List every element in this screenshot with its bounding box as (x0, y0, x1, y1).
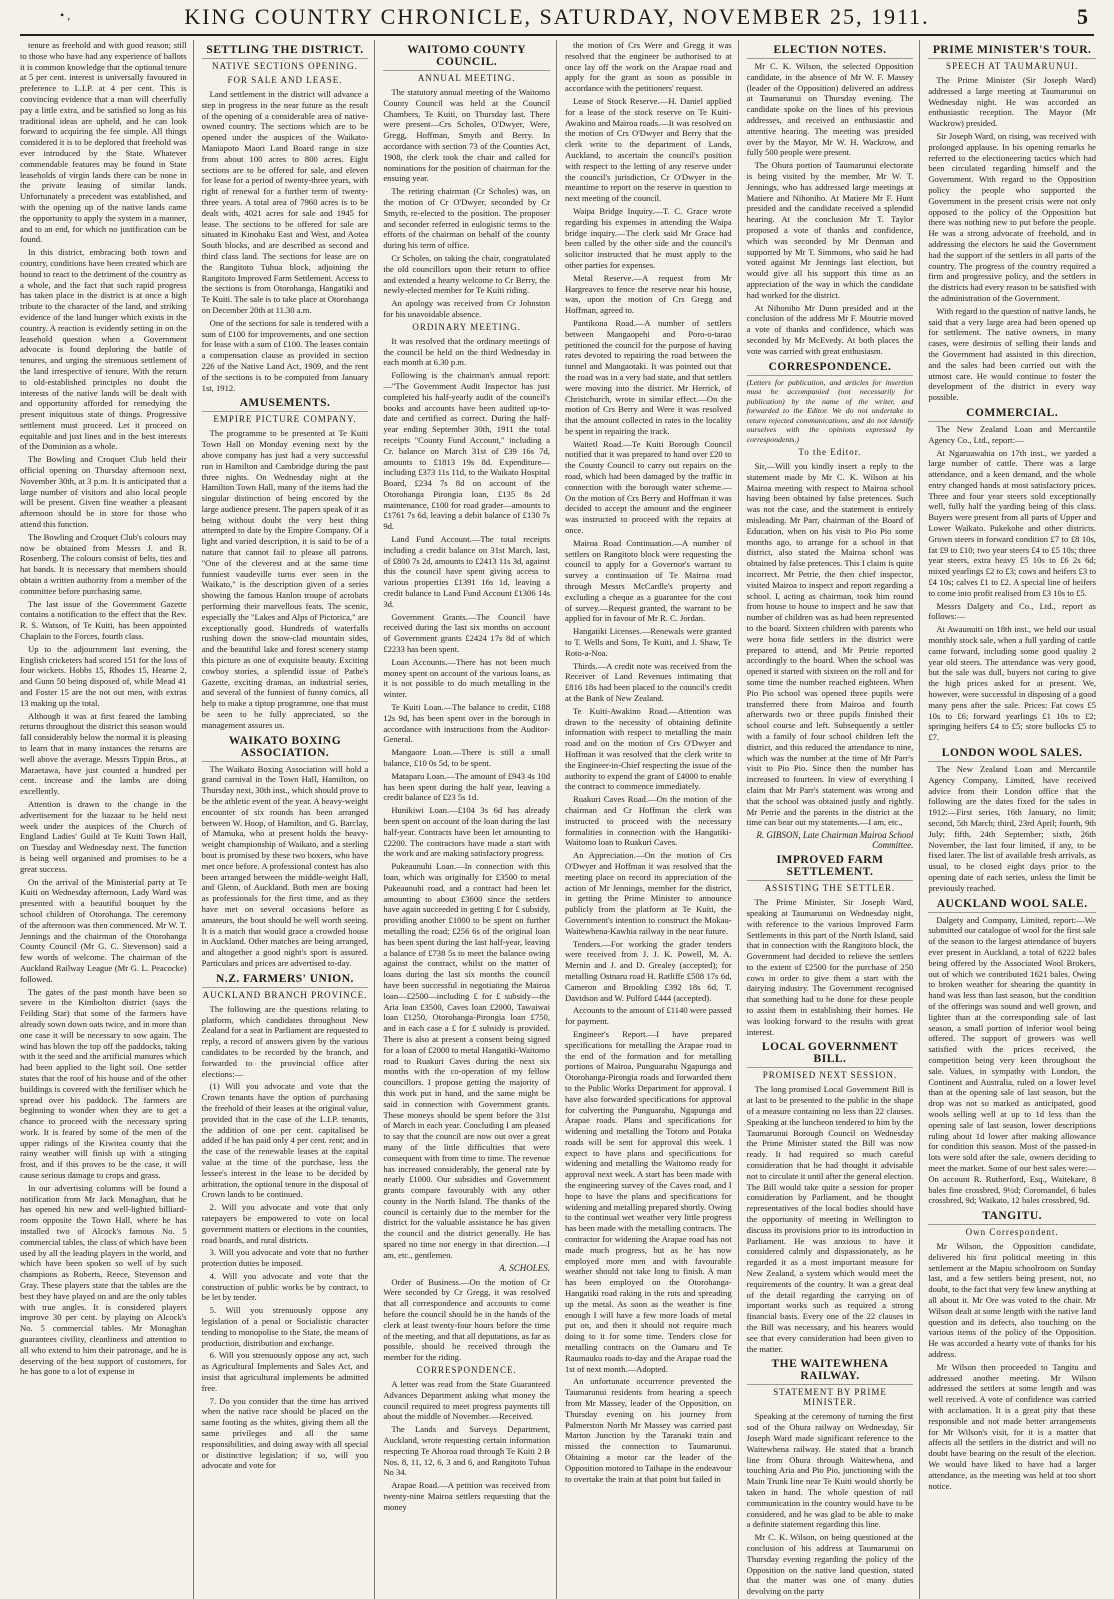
article-signature: R. GIBSON, Late Chairman Mairoa School Committee. (756, 830, 914, 851)
page-number: 5 (1077, 4, 1088, 29)
article-paragraph: 7. Do you consider that the time has arrived when the native race should be placed on the same footing as the whites, giving them all the same privileges and all the same responsibilities, and doing away with all special or distinctive legislation; if so, will you advocate and vote for (201, 1395, 369, 1471)
article-headline: AUCKLAND WOOL SALE. (928, 898, 1096, 913)
article-paragraph: Although it was at first feared the lambing returns throughout the district this season would fall considerably below the normal it is pleasing to learn that in many instances the returns are well above the average. Messrs Tippin Bros., at Maraetawa, have just counted a hundred per cent. increase and the lambs are doing excellently. (20, 710, 187, 797)
article-paragraph: The Prime Minister (Sir Joseph Ward) addressed a large meeting at Taumarunui on Wednesday night. He was accorded an enthusiastic reception. The Mayor (Mr Wackrow) presided. (928, 75, 1096, 129)
article-paragraph: A letter was read from the State Guaranteed Advances Department asking what money the council required to meet progress payments till about the middle of November.—Received. (383, 1379, 550, 1422)
article-paragraph: Up to the adjournment last evening, the English cricketers had scored 151 for the loss of four wickets. Hobbs 15, Rhodes 15, Hearne 2, and Gunn 50 being disposed of, while Mead 41 and Foster 15 are the not out men, with extras 13 making up the total. (20, 643, 187, 708)
article-headline: WAIKATO BOXING ASSOCIATION. (202, 735, 369, 762)
article-paragraph: 2. Will you advocate and vote that only ratepayers be empowered to vote on local government matters or elections in the counties, road boards, and rural districts. (201, 1202, 369, 1245)
masthead (20, 0, 1094, 36)
article-subheading: SPEECH AT TAUMARUNUI. (946, 61, 1079, 71)
article-paragraph: At Awaunuiti on 18th inst., we held our usual monthly stock sale, when a full yarding of cattle came forward, including some good quality 2 year old steers. The attendance was very good, but the sale was dull, buyers not caring to give the high prices asked for at present. We, however, were successful in disposing of a good many pens after the sale. Prices: Fat cows £5 10s to £6; forward yearlings £1 10s to £2; springing heifers £4 to £5; store bullocks £5 to £7. (928, 624, 1096, 743)
article-paragraph: Ruakuri Caves Road.—On the motion of the chairman and Cr Hoffman the clerk was instructed to proceed with the necessary formalities in connection with the Hangatiki-Waitomo loan to Ruakuri Caves. (565, 794, 732, 848)
article-subheading: AUCKLAND BRANCH PROVINCE. (202, 989, 368, 1000)
article-paragraph: The Bowling and Croquet Club held their official opening on Thursday afternoon next, November 30th, at 3 p.m. It is anticipated that a large number of visitors and also local people will be present. Given fine weather a pleasant afternoon should be in store for those who attend this function. (20, 454, 187, 530)
correspondence-note: (Letters for publication, and articles for insertion must be accompanied (not necessarily for publication) by the name of the writer, and forwarded to the Editor. We do not undertake to return rejected communications, and do not identify ourselves with the opinions expressed by correspondents.) (746, 377, 914, 444)
newspaper-columns (20, 40, 1102, 1597)
article-paragraph: On the arrival of the Ministerial party at Te Kuiti on Wednesday afternoon, Lady Ward was presented with a beautiful bouquet by the school children of Otorohanga. The ceremony of the afternoon was then commenced. Mr W. T. Jennings and the chairman of the Otorohanga County Council (Mr G. C. Stevenson) said a few words of welcome. The chairman of the Auckland Railway League (Mr G. L. Peacocke) followed. (20, 876, 187, 984)
article-paragraph: Cr Scholes, on taking the chair, congratulated the old councillors upon their return to office and extended a hearty welcome to Cr Berry, the newly-elected member for Te Kuiti riding. (383, 252, 550, 296)
article-headline: N.Z. FARMERS' UNION. (202, 973, 369, 988)
article-paragraph: The long promised Local Government Bill is at last to be presented to the public in the shape of a measure containing no less than 22 clauses. Speaking at the luncheon tendered to him by the Taumarunui Borough Council on Wednesday the Prime Minister stated the Bill was now ready. It had required so much careful consideration that he had thought it advisable not to circulate it until after the general election. The Bill would take quite a session for proper consideration by Parliament, and he thought representatives of the local bodies should have the opportunity of meeting in Wellington to discuss its provisions prior to its introduction in Parliament. He was anxious to have it considered calmly and dispassionately, as he regarded it as a most important measure for New Zealand, a system which would meet the requirements of the country. It was a great deal of the detail regarding the carrying on of important works such as required a strong financial basis. Every one of the 22 clauses in the Bill was necessary, and his hearers would see that every consideration had been given to the matter. (746, 1084, 914, 1354)
article-paragraph: Accounts to the amount of £1140 were passed for payment. (565, 1005, 732, 1027)
article-paragraph: Mangaore Loan.—There is still a small balance, £10 0s 5d, to be spent. (383, 747, 550, 769)
article-paragraph: Dalgety and Company, Limited, report:—We submitted our catalogue of wool for the first sale of the season to the largest attendance of buyers ever present in Auckland, a total of 6222 bales being offered by the Associated Wool Brokers, out of which we contributed 1621 bales. Owing to broken weather for shearing the quantity in hand was less than last season, but the condition of the offerings was sound and well grown, and lighter than at the corresponding sale of last season, a small portion of inferior wool being offered. The support of growers was well satisfied with the prices received, the competition being very keen throughout the sale. Values, in sympathy with London, the Continent and Australia, ruled on a lower level than at the opening sale of last season, but the drop was not so marked as anticipated, good wools selling well at up to 1d less than the opening sale of last season, lower descriptions ruling about 1d lower after making allowance for condition this season. Most of the passed-in lots were sold after the sale, owners deciding to meet the market. Some of our best sales were:—On account R. Rutherford, Esq., Waitekare, 8 bales fine crossbred, 9½d; Coromandel, 6 bales crossbred, 9d; Waikato, 12 bales crossbred, 9d. (928, 914, 1096, 1206)
article-paragraph: Mr Wilson then proceeded to Tangitu and addressed another meeting. Mr Wilson addressed the settlers at some length and was well received. A vote of confidence was carried with acclamation. It is a great pity that these responsible and not made better arrangements for Mr Wilson's visit, for it is a matter that affects all the settlers in the district and will no doubt have bearing on the result of the election. We would have liked to have had a larger attendance, as the meeting was held at too short notice. (928, 1361, 1096, 1491)
article-paragraph: Metal Reserve.—A request from Mr Hargreaves to fence the reserve near his house, was, upon the motion of Crs Gregg and Hoffman, agreed to. (565, 272, 732, 316)
article-subheading: STATEMENT BY PRIME MINISTER. (773, 1387, 887, 1408)
article-paragraph: The gates of the past month have been so severe in the Kimbolton district (says the Feilding Star) that some of the farmers have already sown down oats twice, and in more than one case it will be necessary to sow again. The wind has blown the top off the paddocks, taking with it the seed and the artificial manures which had been applied to the light soil. One settler states that the roof of his house and of the other buildings is covered with the fertiliser which he spread over his paddock. The farmers are beginning to wonder when they are to get a chance to proceed with the necessary spring work. It is feared by some of the men of the upper ridings of the Kiwitea county that the rainy weather will finish up with a stinging frost, and if this proves to be the case, it will cause serious damage to crops and grass. (20, 986, 187, 1181)
column-5 (747, 40, 921, 1599)
article-subheading: CORRESPONDENCE. (416, 1365, 517, 1376)
article-paragraph: An unfortunate occurrence prevented the Taumarunui residents from hearing a speech from Mr Massey, leader of the Opposition, on Thursday evening on his journey from Palmerston North Mr Massey was carried past Marton Junction by the Taranaki train and missed the connection to Taumarunui. Obtaining a motor car the leader of the Opposition motored to Taihape in the endeavour to overtake the train at that point but failed in (565, 1376, 732, 1484)
article-subheading: FOR SALE AND LEASE. (227, 75, 343, 85)
article-paragraph: The last issue of the Government Gazette contains a notification to the effect that the Rev. R. S. Watson, of Te Kuiti, has been appointed Chaplain to the Forces, fourth class. (20, 598, 187, 642)
article-subheading: To the Editor. (798, 447, 862, 458)
article-paragraph: At Ngaruawahia on 17th inst., we yarded a large number of cattle. There was a large attendance, and a keen demand, and the whole entry changed hands at most satisfactory prices. Three and four year steers sold exceptionally well, fully half the yarding being of this class. Buyers were present from all parts of Upper and Lower Waikato. Pukekohe and other districts. Grown steers in forward condition £7 to £8 10s, fat £9 to £10; two year steers £4 to £5 10s; three year steers, extra heavy £5 10s to £6 2s 6d; mixed yearlings £2 to £3; cows and heifers £3 to £4 10s; calves £1 to £2. A special line of heifers to come into profit realised from £3 10s to £5. (928, 447, 1096, 598)
article-headline: THE WAITEWHENA RAILWAY. (747, 1358, 914, 1385)
article-subheading: PROMISED NEXT SESSION. (762, 1070, 898, 1081)
article-headline: CORRESPONDENCE. (747, 361, 914, 376)
column-4 (565, 40, 739, 1599)
article-paragraph: Loan Accounts.—There has not been much money spent on account of the various loans, as it is not possible to do much metalling in the winter. (383, 656, 550, 700)
article-paragraph: The New Zealand Loan and Mercantile Agency Co., Ltd., report:— (928, 423, 1096, 445)
article-paragraph: Speaking at the ceremony of turning the first sod of the Ohura railway on Wednesday, Sir Joseph Ward made significant reference to the Waitewhena railway. He stated that a branch line from Ohura through Waitewhena, and touching Aria and Pio Pio, junctioning with the Main Trunk line near Te Kuiti would shortly be taken in hand. The whole question of rail communication in the country would have to be considered, and he was glad to be able to make a definite statement regarding this line. (746, 1411, 914, 1530)
article-paragraph: Messrs Dalgety and Co., Ltd., report as follows:— (928, 600, 1096, 622)
article-paragraph: The retiring chairman (Cr Scholes) was, on the motion of Cr O'Dwyer, seconded by Cr Smyth, re-elected to the position. The proposer and seconder referred in eulogistic terms to the efforts of the chairman on behalf of the county during his term of office. (383, 186, 550, 251)
article-paragraph: Land Fund Account.—The total receipts including a credit balance on 31st March, last, of £800 7s 2d, amounts to £2413 11s 3d, against this the council have spent giving access to various properties £1391 16s 1d, leaving a credit balance to Land Fund Account £1306 14s 3d. (383, 534, 550, 609)
column-1 (20, 40, 194, 1599)
article-headline: AMUSEMENTS. (202, 397, 369, 412)
article-paragraph: In our advertising columns will be found a notification from Mr Jack Monaghan, that he has opened his new and well-lighted billiard-room opposite the Town Hall, where he has installed two of Alcock's famous No. 5 commercial tables, the class of which have been used by all the leading players in the world, and which have been spoken so well of by such champions as Roberts, Reece, Stevenson and Gray. These players state that the tables are the best they have played on and are the only tables with true angles. It is considered players improve 30 per cent. by playing on Alcock's No. 5 commercial tables. Mr Monaghan guarantees civility, cleanliness and attention to all who extend to him their patronage, and he is deserving of the best support of customers, for he has gone to a lot of expense in (20, 1182, 187, 1377)
article-paragraph: The Prime Minister, Sir Joseph Ward, speaking at Taumarunui on Wednesday night, with reference to the various Improved Farm Settlements in this part of the North Island, said that in connection with the Rangitoto block, the Government had decided to relieve the settlers to the extent of £2500 for the purchase of 250 cows in order to give them a start with the dairying industry. The Government recognised that something had to be done for these people to assist them in establishing their homes. He was looking forward to the results with great interest. (746, 897, 914, 1037)
newspaper-title: KING COUNTRY CHRONICLE, SATURDAY, NOVEMBER 25, 1911. (184, 4, 930, 29)
article-headline: PRIME MINISTER'S TOUR. (928, 44, 1096, 59)
article-subheading: ANNUAL MEETING. (417, 73, 516, 83)
article-paragraph: Hunikiwi Loan.—£104 3s 6d has already been spent on account of the loan during the last half-year. Contracts have been let amounting to £2200. The contractors have made a start with the work and are making satisfactory progress. (383, 805, 550, 859)
article-subheading: EMPIRE PICTURE COMPANY. (213, 414, 357, 425)
article-headline: LONDON WOOL SALES. (928, 747, 1096, 762)
article-paragraph: With regard to the question of native lands, he said that a very large area had been opened up for settlement. The native owners, in many cases, were desirous of selling their lands and the Government had assisted in this direction, and the sales had been carried out with the utmost care. He would continue to foster the development of the district in every way possible. (928, 305, 1096, 403)
article-headline: LOCAL GOVERNMENT BILL. (747, 1041, 914, 1068)
article-paragraph: Thirds.—A credit note was received from the Receiver of Land Revenues intimating that £816 18s had been placed to the council's credit at the Bank of New Zealand. (565, 660, 732, 704)
article-paragraph: It was resolved that the ordinary meetings of the council be held on the third Wednesday in each month at 6.30 p.m. (383, 335, 550, 368)
article-paragraph: the motion of Crs Were and Gregg it was resolved that the engineer be authorised to at once lay off the work on the Arapae road and apply for the grant as soon as possible in accordance with the petitioners' request. (565, 40, 732, 94)
article-headline: COMMERCIAL. (928, 407, 1096, 422)
article-paragraph: Sir Joseph Ward, on rising, was received with prolonged applause. In his opening remarks he referred to the electioneering tactics which had been circulated regarding himself and the Government. With regard to the Opposition policy the people who supported the Government in the present crisis were not only opposed to the policy of the Opposition but there was nothing new to put before the people. He was a strong advocate of freehold, and in addressing the electors he said the Government had the support of the settlers in all parts of the country. The progress of the country required a firm and progressive policy, and the settlers in the districts had every reason to be satisfied with the administration of the Government. (928, 130, 1096, 303)
article-paragraph: Following is the chairman's annual report:—"The Government Audit Inspector has just completed his half-yearly audit of the council's books and accounts have been audited up-to-date and certified as correct. During the half-year ending September 30th, 1911 the total receipts "County Fund Account," including a Cr. balance on March 31st of £39 16s 7d, amounts to £1813 19s 8d. Expenditure—including £373 11s 11d, to the Waikato Hospital Board, £234 7s 8d on account of the Otorohanga Pirongia loan, £135 8s 2d maintenance, £100 for road grader—amounts to £1761 7s 6d, leaving a debit balance of £130 7s 9d. (383, 370, 550, 532)
article-paragraph: Attention is drawn to the change in the advertisement for the bazaar to be held next week under the auspices of the Church of England Ladies' Guild at Te Kuiti Town Hall, on Tuesday and Wednesday next. The function is being well organised and promises to be a great success. (20, 798, 187, 874)
article-paragraph: Waipa Bridge Inquiry.—T. C. Grace wrote regarding his expenses in attending the Waipa bridge inquiry.—The clerk said Mr Grace had been called by the other side and the council's solicitor instructed that he must apply to the other parties for expenses. (565, 205, 732, 270)
column-6 (928, 40, 1102, 1599)
article-paragraph: (1) Will you advocate and vote that the Crown tenants have the option of purchasing the freehold of their leases at the original value, provided that in the case of the L.I.P. tenants, the addition of one per cent. capitalised be added if he has paid only 4 per cent. rent; and in the case of the renewable leases at the capital value at the time of the purchase, less the lessee's interest in the lease to be decided by arbitration, the optional tenure in the disposal of Crown lands to be continued. (201, 1081, 369, 1200)
article-paragraph: 6. Will you strenuously oppose any act, such as Agricultural Implements and Sales Act, and insist that agricultural implements be admitted free. (201, 1350, 369, 1393)
article-paragraph: Order of Business.—On the motion of Cr Were seconded by Cr Gregg, it was resolved that all correspondence and accounts to come before the council should be in the hands of the clerk at least twenty-four hours before the time of the meeting, and that all deputations, as far as possible, should be received through the member for the riding. (383, 1276, 550, 1363)
article-paragraph: The programme to be presented at Te Kuiti Town Hall on Monday evening next by the above company has just had a very successful run in Hamilton and Cambridge during the past three nights. On Wednesday night at the Hamilton Town Hall, many of the items had the singular distinction of being encored by the large audience present. The papers speak of it as being without doubt the very best thing attempted to date by the Empire Company. Of a light and varied description, it is said to be of a nature that cannot fail to please all patrons. "One of the cleverest and at the same time funniest vaudeville turns ever seen in the Waikato," is the description given of a series showing the famous Hanlon troupe of acrobats performing their marvellous feats. The scenic, especially the "Lakes and Alps of Pictorica," are exceptionally good. Hundreds of waterfalls rushing down the snow-clad mountain sides, and the beautiful lake and forest scenery stamp this picture as one of exquisite beauty. Exciting cowboy stories, a splendid issue of Pathe's Gazette, exciting dramas, an industrial series, and several of the funniest of funny comics, all help to make a tiptop programme, one that must be seen to be fully appreciated, so the management assures us. (201, 428, 369, 730)
article-paragraph: Te Kuiti-Awakino Road.—Attention was drawn to the necessity of obtaining definite information with respect to metalling the main road and on the motion of Crs O'Dwyer and Hoffman it was resolved that the clerk write to the Engineer-in-Chief respecting the issue of the authority to expend the grant of £4000 to enable the contract to commence immediately. (565, 705, 732, 792)
column-3 (383, 40, 557, 1599)
article-paragraph: An apology was received from Cr Johnston for his unavoidable absence. (383, 298, 550, 319)
article-headline: IMPROVED FARM SETTLEMENT. (747, 854, 914, 881)
article-paragraph: Arapae Road.—A petition was received from twenty-nine Mairoa settlers requesting that the money (383, 1480, 550, 1512)
article-paragraph: The Ohura portion of Taumarunui electorate is being visited by the member, Mr W. T. Jennings, who has addressed large meetings at Matiere and Nihoniho. At Matiere Mr F. Hunt presided and the candidate received a splendid hearing. At the conclusion Mr T. Taylor proposed a vote of thanks and confidence, which was seconded by Mr Denman and supported by Mr T. Simmons, who said he had voted against Mr Jennings last election, but would give all his support this time as an appreciation of the way in which the candidate had worked for the district. (746, 160, 914, 300)
article-paragraph: 4. Will you advocate and vote that the construction of public works be by contract, to be let by tender. (201, 1270, 369, 1303)
article-paragraph: Waitetl Road.—Te Kuiti Borough Council notified that it was prepared to hand over £20 to the County Council to carry out repairs on the road, which had been damaged by the traffic in connection with the borough water scheme.—On the motion of Crs Berry and Hoffman it was decided to accept the amount and the engineer was instructed to proceed with the repairs at once. (565, 438, 732, 536)
article-paragraph: Mairoa Road Continuation.—A number of settlers on Rangitoto block were requesting the council to apply for a Governor's warrant to survey a continuation of Te Mairoa road through Messrs McCardle's property and excluding a cheque as a guarantee for the cost of survey.—Request granted, the warrant to be applied for in favour of Mr R. C. Jordan. (565, 537, 732, 624)
article-paragraph: At Nihoniho Mr Dunn presided and at the conclusion of the address Mr F. Moutrie moved a vote of thanks and confidence, which was seconded by Mr McEvedy. At both places the vote was carried with great enthusiasm. (746, 302, 914, 356)
article-paragraph: Engineer's Report.—I have prepared specifications for metalling the Arapae road to the end of the formation and for metalling portions of Mairoa, Punguarahu Ngapunga and Otorohanga-Pirongia roads and forwarded them to the Public Works Department for approval. I have also forwarded specifications for approval for culverting the Punguarahu, Ngapunga and Arapae roads. Plans and specifications for widening and metalling the Totoro and Potaka roads will be sent for approval this week. I expect to have plans and specifications for widening and metalling the Waitomo ready for approval next week. A start has been made with the engineering survey of the Caves road, and I hope to have the plans and specifications for widening and metalling prepared shortly. Owing to the continual wet weather very little progress has been made with the metalling contracts. The contractor for widening the Arapae road has not made much progress, but as he has now employed more men and with favourable weather should not take long to finish. A man has been employed on the Otorohanga-Hangatiki road raking in the ruts and spreading up the metal. As soon as the weather is fine enough I will have a few more loads of metal put on, and then it should not require much doing to it for some time. Tenders close for metalling contracts on the Oamaru and Te Raumauku roads to-day and the Arapae road the 1st of next month.—Adopted. (565, 1028, 732, 1374)
article-paragraph: Pantikona Road.—A number of settlers between Mangaopehi and Poro-o-tarao petitioned the council for the purpose of having rates devoted to repairing the road between the tunnel and Mangaotaki. It was pointed out that the road was in a very bad state, and that settlers were moving into the district. Mr Herrick, of Christchurch, wrote in similar effect.—On the motion of Crs Berry and Were it was resolved that the amount collected in rates in the locality be spent in repairing the track. (565, 317, 732, 436)
article-subheading: NATIVE SECTIONS OPENING. (212, 61, 358, 71)
masthead-left-mark: • , (60, 8, 71, 22)
article-paragraph: The statutory annual meeting of the Waitomo County Council was held at the Council Chambers, Te Kuiti, on Thursday last. There were present—Crs Scholes, O'Dwyer, Were, Gregg, Hoffman, Smyth and Berry. In accordance with section 73 of the Counties Act, 1908, the clerk took the chair and called for nominations for the position of chairman for the ensuing year. (383, 87, 550, 184)
article-paragraph: The Bowling and Croquet Club's colours may now be obtained from Messrs J. and B. Rosenberg. The colours consist of belts, ties and hat bands. It is necessary that members should obtain a written authority from a member of the committee before purchasing same. (20, 531, 187, 596)
article-signature: A. SCHOLES. (499, 1262, 550, 1273)
article-paragraph: Mr Wilson, the Opposition candidate, delivered his first political meeting in this settlement at the Mapiu schoolroom on Sunday last, and a few settlers being present, not, no doubt, to the fact that very few knew anything at all about it. Mr Ore was voted to the chair. Mr Wilson dealt at some length with the native land question and its defects, also touching on the various items of the policy of the Opposition. He was accorded a hearty vote of thanks for his address. (928, 1241, 1096, 1360)
article-subheading: ORDINARY MEETING. (412, 321, 521, 332)
article-paragraph: One of the sections for sale is tendered with a sum of £100 for improvements, and one section for lease with a sum of £100. The leases contain a compensation clause as provided in section 226 of the Native Land Act, 1909, and the rent of the sections is to be computed from January 1st, 1912. (201, 317, 369, 393)
article-paragraph: Pukeaunuhi Loan.—In connection with this loan, which was originally for £3500 to metal Pukeaunuhi road, and a contract had been let amounting to about £3600 since the settlers have again succeeded in getting £ for £ subsidy, providing another £1000 to be spent on further metalling the road; £256 6s of the original loan has been spent during the last half-year, leaving a balance of £738 5s to meet the balance owing against the contract, whilst on the matter of loans during the last six months the council have been successful in negotiating the Mairoa loan—£2500—including £ for £ subsidy—the Aria loan £3500, Caves loan £2000, Tawaiwai loan £1250, Otorohanga-Pirongia loan £750, and in each case a £ for £ subsidy is provided. There is also at present a consent being signed for a loan of £2000 to metal Hangatiki-Waitomo road to Ruakuri Caves during the next six months with the co-operation of my fellow councillors. I propose getting the majority of this work put in hand, and the same might be said in connection with Government grants. These moneys should be spent before the 31st of March in each year. Concluding I am pleased to say that the council are now out over a great many of the little difficulties that were consequent with from time to time. The revenue has increased considerably, the general rate by nearly £1000. Our subsidies and Government grants compare favourably with any other county in the North Island. The thanks of the council is certainly due to the member for the district for the valuable assistance he has given the council and the district generally. He has spared no time nor energy in that direction.—I am, etc., gentlemen. (383, 861, 550, 1260)
article-paragraph: The Waikato Boxing Association will hold a grand carnival in the Town Hall, Hamilton, on Thursday next, 30th inst., which should prove to be the athletic event of the year. A heavy-weight encounter of six rounds has been arranged between W. Hoop, of Hamilton, and G. Barclay, of Mamuka, who at present holds the heavy-weight championship of Waikato, and a sterling bout is promised by these two boxers, who have met once before. A professional contest has also been arranged between the middle-weight Hall, and Glenn, of Auckland. Both men are boxing as professionals for the first time, and as they have met on several occasions before as amateurs, the bout should be well worth seeing. It is a match that would grace a crowded house in Auckland. Other matches are being arranged, and altogether a good night's sport is assured. Particulars and prices are advertised to-day. (201, 763, 369, 968)
article-headline: SETTLING THE DISTRICT. (202, 44, 369, 59)
article-paragraph: The Lands and Surveys Department, Auckland, wrote requesting certain information respecting Te Ahoroa road through Te Kuiti 2 B Nos. 8, 11, 12, 6, 3 and 6, and Rangitoto Tuhua No 34. (383, 1424, 550, 1478)
article-headline: WAITOMO COUNTY COUNCIL. (383, 44, 550, 71)
article-paragraph: Tenders.—For working the grader tenders were received from J. J. K. Powell, M. A. Mernin and J. and D. Grealey (accepted); for metalling Ostnaru road H. Ratliffe £508 17s 6d, Cameron and Brookling £392 18s 6d, T. Davidson and W. Pulford £444 (accepted). (565, 938, 732, 1003)
article-paragraph: Lease of Stock Reserve.—H. Daniel applied for a lease of the stock reserve on Te Kuiti-Awakino and Mairoa roads.—It was resolved on the motion of Crs O'Dwyer and Berry that the clerk write to the department of Lands, Auckland, to ascertain the council's position with respect to the letting of any reserve under the council's jurisdiction, Cr O'Dwyer in the meantime to report on the reserve in question to next meeting of the council. (565, 95, 732, 204)
article-paragraph: Te Kuiti Loan.—The balance to credit, £188 12s 9d, has been spent over in the borough in accordance with instructions from the Auditor-General. (383, 702, 550, 745)
article-paragraph: Hangatiki Licenses.—Renewals were granted to T. Wells and Sons, Te Kuiti, and J. Shaw, Te Roto-a-Noa. (565, 626, 732, 658)
column-2 (202, 40, 376, 1599)
article-paragraph: Mataparu Loan.—The amount of £943 4s 10d has been spent during the half year, leaving a credit balance of £23 5s 1d. (383, 770, 550, 803)
article-headline: ELECTION NOTES. (747, 44, 914, 59)
article-subheading: ASSISTING THE SETTLER. (764, 883, 896, 894)
article-subheading: Own Correspondent. (965, 1227, 1059, 1238)
article-paragraph: Land settlement in the district will advance a step in progress in the near future as the result of the opening of a considerable area of native-owned country. The sections which are to be opened under the auspices of the Waikato-Maniapoto Maori Land Board range in size from about 100 acres to 800 acres. Eight sections are to be offered for sale, and eleven for lease for a period of twenty-three years, with right of renewal for a further term of twenty-three years. A total area of 7960 acres is to be dealt with, 4021 acres for sale and 1945 for lease. The sections to be offered for sale are situated in Kinohaku East and West, and Aotea South blocks, and are described as second and third class land. The sections for lease are on the Rangitoto Tuhua block, adjoining the Rangitoto Improved Farm Settlement. Access to the sections is from Otorohanga, Hangatiki and Te Kuiti. The sale is to take place at Otorohanga on December 20th at 11.30 a.m. (201, 89, 369, 315)
article-paragraph: Mr C. K. Wilson, on being questioned at the conclusion of his address at Taumarunui on Thursday evening regarding the policy of the Opposition on the native land question, stated that the matter was one of many duties devolving on the party (746, 1532, 914, 1597)
article-paragraph: An Appreciation.—On the motion of Crs O'Dwyer and Hoffman it was resolved that the meeting place on record its appreciation of the action of Mr Jennings, member for the district, in getting the Prime Minister to announce publicly from the platform at Te Kuiti, the Government's intention to construct the Mokau-Waitewhena-Kawhia railway in the near future. (565, 850, 732, 936)
article-paragraph: Government Grants.—The Council have received during the last six months on account of Government grants £2424 17s 8d of which £2233 has been spent. (383, 611, 550, 655)
article-paragraph: 5. Will you strenuously oppose any legislation of a penal or Socialistic character tending to monopolise to the State, the means of production, distribution and exchange. (201, 1305, 369, 1348)
article-paragraph: The following are the questions relating to platform, which candidates throughout New Zealand for a seat in Parliament are requested to reply, a record of answers given by the various candidates to be recorded by the branch, and forwarded to the provincial office after elections:— (201, 1003, 369, 1079)
article-paragraph: tenure as freehold and with good reason; still to those who have had any experience of ballots it is common knowledge that the optional tenure at 5 per cent. interest is universally favoured in preference to L.I.P. at 4 per cent. This is convincing evidence that a man will cheerfully pay a little extra, and be satisfied so long as his traditional ideas are upheld, and he can look forward to acquiring the fee simple. All things considered it is to be deplored that freehold was ever introduced by the State. Whatever commendable features may be found in State leaseholds of virgin lands there can be none in the private leasing of similar lands. Unfortunately a precedent was established, and with the opening up of the native lands came the opportunity to apply the system in a manner, and to an end, for which no justification can be found. (20, 40, 187, 245)
article-headline: TANGITU. (928, 1210, 1096, 1225)
article-paragraph: Mr C. K. Wilson, the selected Opposition candidate, in the absence of Mr W. F. Massey (leader of the Opposition) delivered an address at Taumarunui on Thursday evening. The candidate spoke on the lines of his previous addresses, and received an enthusiastic and attentive hearing. The meeting was presided over by the Mayor, Mr W. H. Wackrow, and fully 500 people were present. (746, 61, 914, 158)
article-paragraph: The New Zealand Loan and Mercantile Agency Company, Limited, have received advice from their London office that the following are the dates fixed for the sales in 1912:—First series, 16th January, no limit; second, 5th March; third, 23rd April; fourth, 9th July; fifth, 24th September; sixth, 26th November, the last four limited, if any, to be fixed later. The list of available fresh arrivals, as usual, to be closed eight days prior to the opening date of each series, unless the limit be previously reached. (928, 764, 1096, 893)
article-paragraph: 3. Will you advocate and vote that no further protection duties be imposed. (201, 1247, 369, 1269)
article-paragraph: Sir,—Will you kindly insert a reply to the statement made by Mr C. K. Wilson at his Mairoa meeting with respect to Mairoa school having been obtained by false pretences. Such was not the case, and the statement is entirely misleading. Mr Parr, chairman of the Board of Education, when on his visit to Pio Pio some months ago, to arrange for a school in that district, also stated the Mairoa school was obtained by false pretences. This I claim is quite incorrect. Mr Petrie, the then chief inspector, visited Mairoa to inspect and report regarding a school. I, acting as chairman, took him round from house to house to inspect and he saw that number of children was as had been represented to the board. Sixteen children with parents who were bona fide settlers in the district were prepared to attend, and Mr Petrie reported accordingly to the board. When the school was opened it started with sixteen on the roll and for some time the number reached eighteen. When Pio Pio school was opened three pupils were transferred there from Mairoa and fourth afterwards two or three pupils finished their school course and left. Subsequently a settler with a family of four school children left the district, and this reduced the attendance to nine, which was the number at the time of Mr Parr's visit to Pio Pio. Since then the number has increased to fourteen. In view of everything I claim that Mr Parr's statement was wrong and that the school was obtained justly and rightly. Mr Petrie and the parents in the district at the time can bear out my statements.—I am, etc., (746, 461, 914, 828)
article-paragraph: In this district, embracing both town and country, conditions have been created which are bound to react to the detriment of the country as a whole, and the fact that such rapid progress has taken place in the district is at once a high tribute to the character of the land, and striking evidence of the land hunger which exists in the country. A reaction is evidently setting in on the leasehold question when a Government advocate is found deploring the battle of tenures, and urging the strenuous settlement of the land irrespective of tenure. With the return to old-established principles no doubt the interests of the native lands will be dealt with and opportunity afforded for remedying the present iniquitous state of things. Progressive settlement must proceed. Let it proceed on equitable and just lines and in the best interests of the Dominion as a whole. (20, 247, 187, 452)
